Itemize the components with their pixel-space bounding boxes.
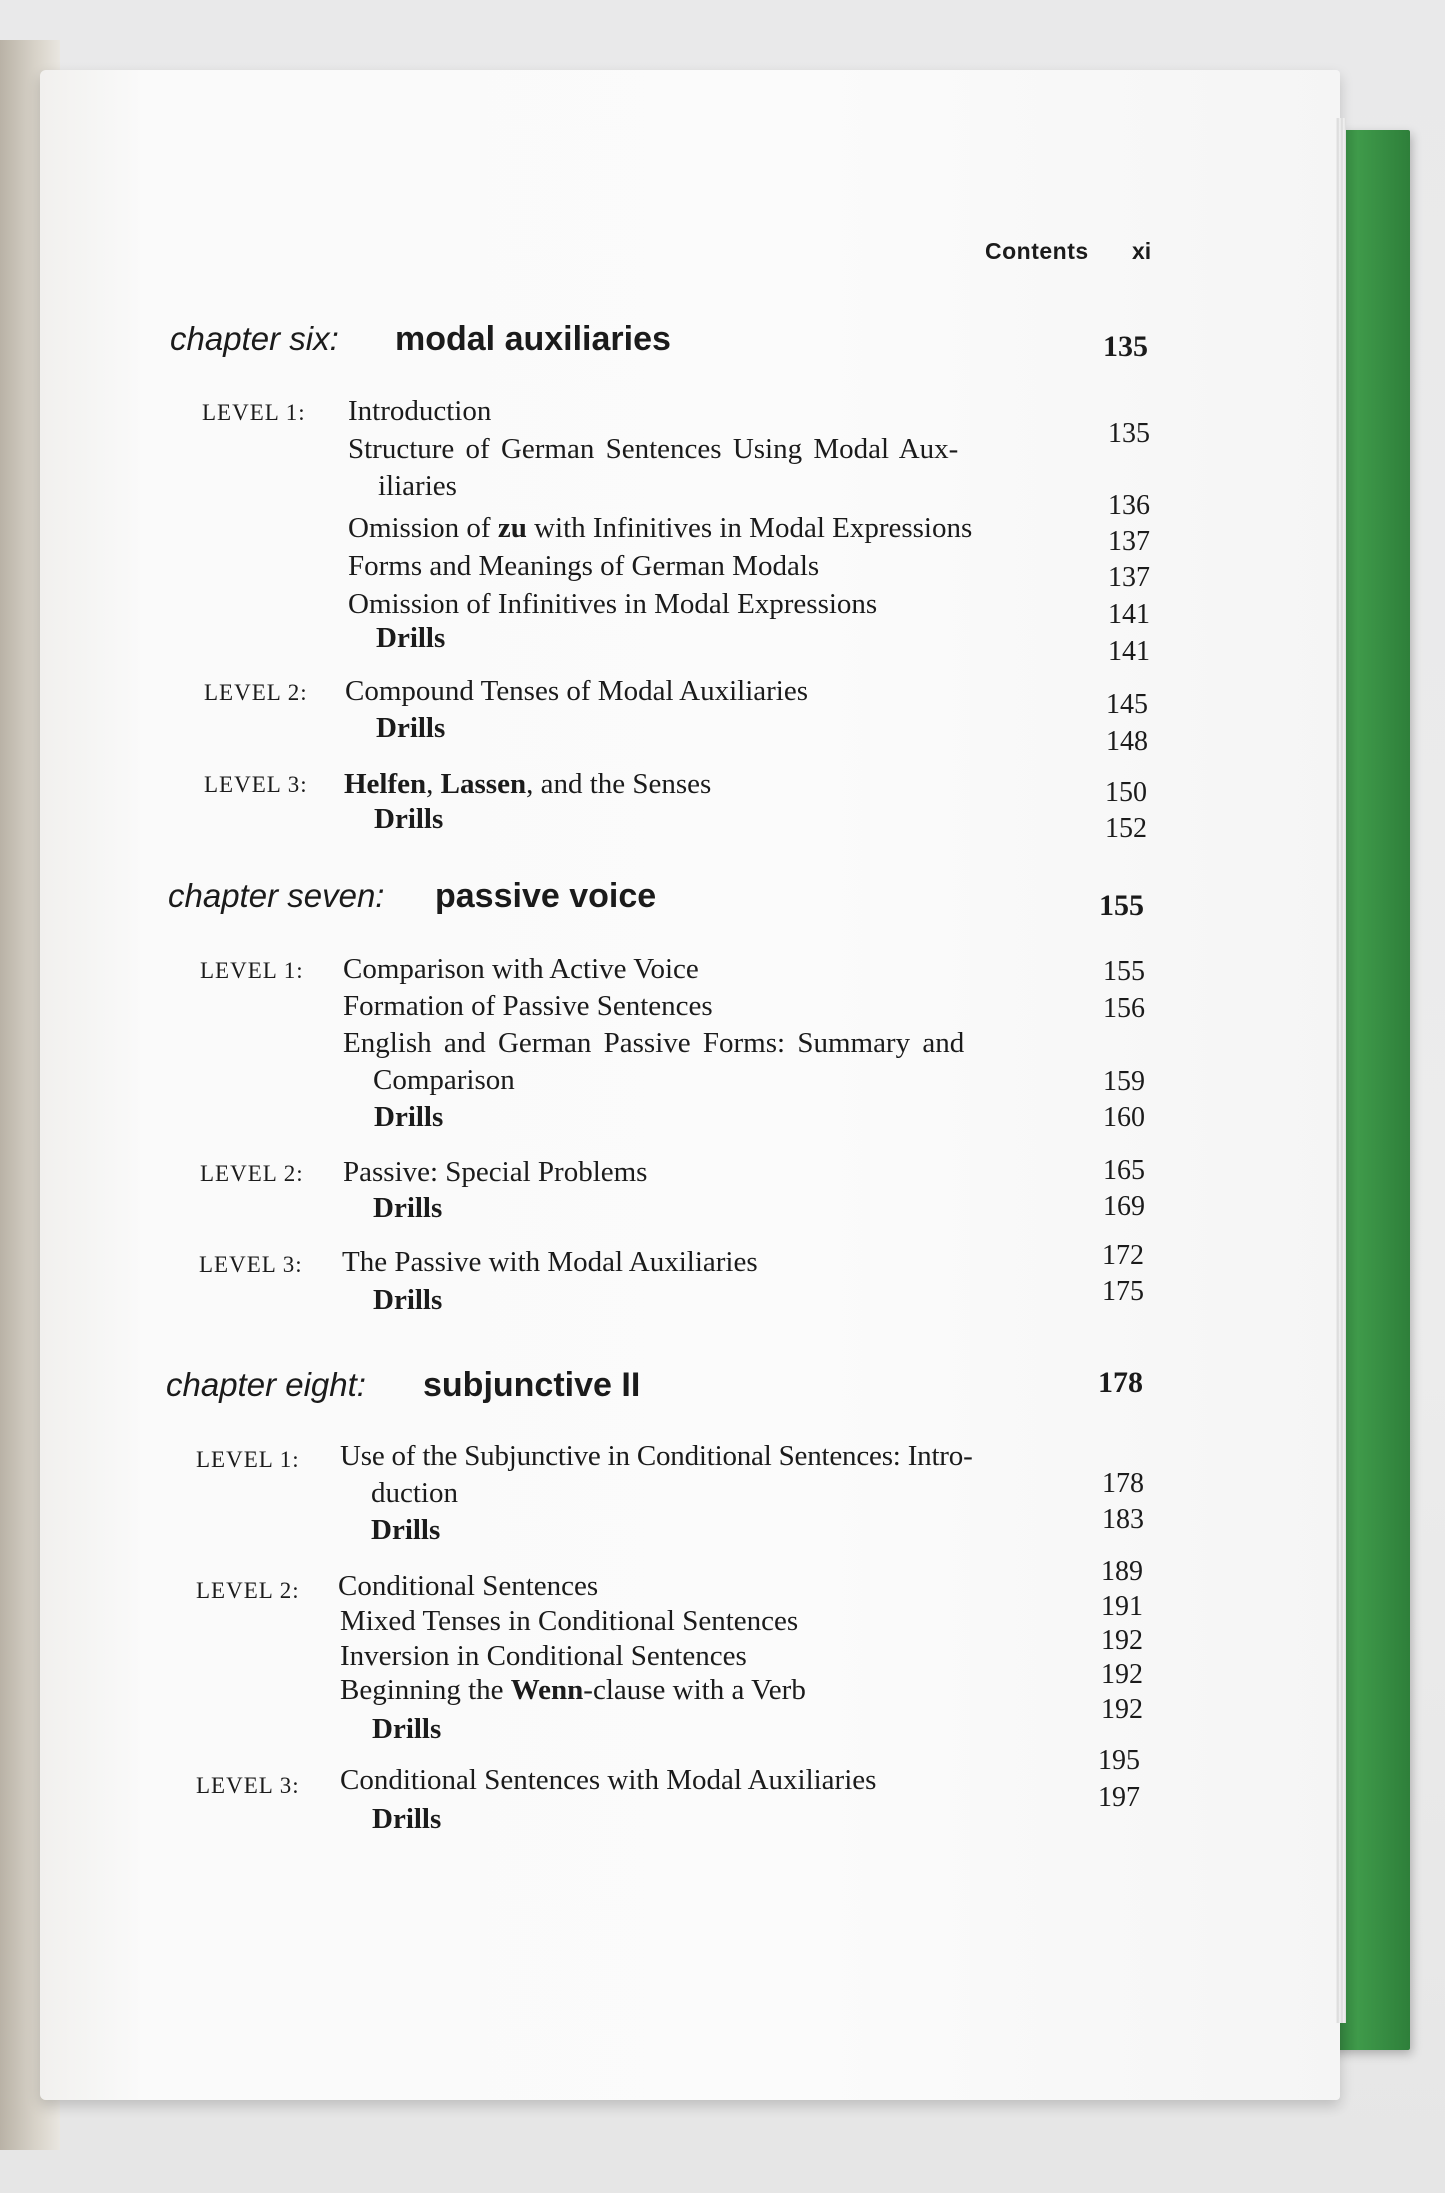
toc-entry[interactable]: Omission of zu with Infinitives in Modal Expressions [348, 512, 973, 544]
toc-entry[interactable]: Conditional Sentences with Modal Auxiliaries [340, 1764, 877, 1796]
chapter-title: subjunctive II [423, 1366, 641, 1404]
toc-entry-drills[interactable]: Drills [372, 1713, 442, 1745]
running-header-page-number: xi [1132, 238, 1152, 264]
page-edges [1336, 118, 1346, 2023]
level-label: LEVEL 3: [199, 1252, 303, 1277]
toc-entry[interactable]: Formation of Passive Sentences [343, 990, 713, 1022]
toc-entry[interactable]: Conditional Sentences [338, 1570, 599, 1602]
toc-entry-continuation: iliaries [378, 470, 457, 502]
level-label: LEVEL 3: [196, 1773, 300, 1798]
toc-page: 155 [1103, 956, 1145, 987]
toc-page: 172 [1102, 1240, 1144, 1271]
toc-page: 189 [1101, 1556, 1143, 1587]
toc-page: 159 [1103, 1066, 1145, 1097]
toc-page: 195 [1098, 1745, 1140, 1776]
toc-entry-drills[interactable]: Drills [373, 1192, 443, 1224]
toc-page: 191 [1101, 1591, 1143, 1622]
toc-page: 169 [1103, 1191, 1145, 1222]
toc-page: 183 [1102, 1504, 1144, 1535]
toc-page: 178 [1102, 1468, 1144, 1499]
toc-page: 152 [1105, 813, 1147, 844]
toc-entry[interactable]: Mixed Tenses in Conditional Sentences [340, 1605, 799, 1637]
toc-entry-drills[interactable]: Drills [371, 1514, 441, 1546]
toc-entry-drills[interactable]: Drills [374, 803, 444, 835]
toc-page: 148 [1106, 726, 1148, 757]
toc-entry[interactable]: The Passive with Modal Auxiliaries [342, 1246, 758, 1278]
level-label: LEVEL 1: [200, 958, 304, 983]
chapter-title: modal auxiliaries [395, 320, 671, 358]
chapter-title: passive voice [435, 877, 657, 915]
chapter-page: 178 [1098, 1366, 1143, 1399]
toc-entry-continuation: Comparison [373, 1064, 515, 1096]
toc-entry[interactable]: Forms and Meanings of German Modals [348, 550, 820, 582]
toc-entry[interactable]: Beginning the Wenn-clause with a Verb [340, 1674, 806, 1706]
toc-entry[interactable]: Introduction [348, 395, 492, 427]
toc-page: 165 [1103, 1155, 1145, 1186]
toc-entry-drills[interactable]: Drills [376, 622, 446, 654]
toc-page: 192 [1101, 1659, 1143, 1690]
level-label: LEVEL 3: [204, 772, 308, 797]
toc-entry[interactable]: Compound Tenses of Modal Auxiliaries [345, 675, 809, 707]
level-label: LEVEL 1: [202, 400, 306, 425]
toc-page: 175 [1102, 1276, 1144, 1307]
toc-entry-drills[interactable]: Drills [374, 1101, 444, 1133]
level-label: LEVEL 1: [196, 1447, 300, 1472]
toc-entry-drills[interactable]: Drills [373, 1284, 443, 1316]
toc-page: 137 [1108, 562, 1150, 593]
toc-entry-continuation: duction [371, 1477, 458, 1509]
toc-page: 197 [1098, 1782, 1140, 1813]
toc-page: 192 [1101, 1625, 1143, 1656]
chapter-number: chapter seven: [168, 877, 385, 914]
toc-entry[interactable]: Passive: Special Problems [343, 1156, 648, 1188]
toc-page: 160 [1103, 1102, 1145, 1133]
toc-page: 137 [1108, 526, 1150, 557]
toc-entry-drills[interactable]: Drills [376, 712, 446, 744]
toc-page: 145 [1106, 689, 1148, 720]
chapter-heading [0, 877, 1445, 925]
chapter-page: 155 [1099, 889, 1144, 922]
toc-entry[interactable]: Inversion in Conditional Sentences [340, 1640, 747, 1672]
toc-entry[interactable]: Use of the Subjunctive in Conditional Sentences: Intro- [340, 1440, 973, 1472]
toc-page: 156 [1103, 993, 1145, 1024]
chapter-number: chapter six: [170, 320, 339, 357]
running-header-label: Contents [985, 238, 1089, 264]
toc-page: 135 [1108, 418, 1150, 449]
chapter-page: 135 [1103, 330, 1148, 363]
toc-entry[interactable]: Omission of Infinitives in Modal Expressions [348, 588, 878, 620]
toc-entry[interactable]: Comparison with Active Voice [343, 953, 699, 985]
chapter-heading [0, 320, 1445, 368]
toc-page: 192 [1101, 1694, 1143, 1725]
chapter-heading [0, 1366, 1445, 1414]
toc-entry[interactable]: Helfen, Lassen, and the Senses [344, 768, 712, 800]
toc-page: 141 [1108, 636, 1150, 667]
level-label: LEVEL 2: [196, 1578, 300, 1603]
chapter-number: chapter eight: [166, 1366, 366, 1403]
level-label: LEVEL 2: [204, 680, 308, 705]
toc-page: 141 [1108, 599, 1150, 630]
level-label: LEVEL 2: [200, 1161, 304, 1186]
toc-entry[interactable]: Structure of German Sentences Using Modal Aux- [348, 433, 959, 465]
toc-entry-drills[interactable]: Drills [372, 1803, 442, 1835]
toc-entry[interactable]: English and German Passive Forms: Summary and [343, 1027, 965, 1059]
toc-page: 136 [1108, 490, 1150, 521]
toc-page: 150 [1105, 777, 1147, 808]
